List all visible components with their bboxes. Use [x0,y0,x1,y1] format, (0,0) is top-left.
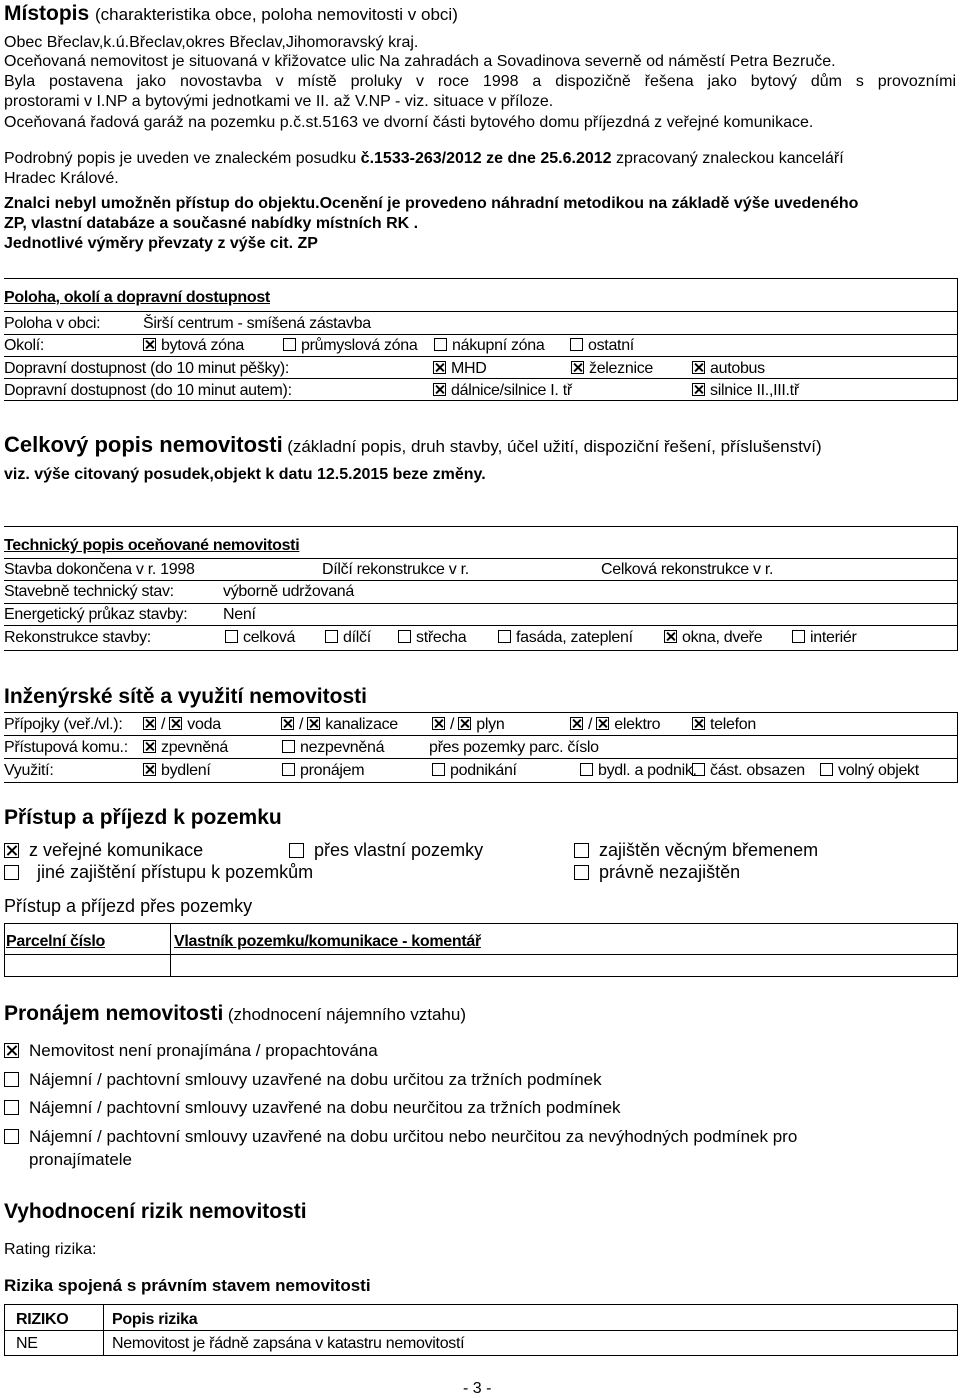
autem-opt-label: silnice II.,III.tř [710,382,799,399]
access-col-owner: Vlastník pozemku/komunikace - komentář [174,933,481,950]
pristup-label: Přístupová komu.: [4,739,128,756]
pripojka-label: voda [187,716,221,733]
risk-col-riziko: RIZIKO [16,1311,69,1328]
mistopis-subtitle: (charakteristika obce, poloha nemovitosti v obci) [95,5,458,24]
bold-line-1b: Ocenění je provedeno náhradní metodikou na základě výše uvedeného [319,195,859,212]
unchecked-box-icon[interactable] [432,763,445,776]
access-table-right [957,923,958,977]
utilities-bottom-border [4,782,958,783]
technical-heading-border [4,558,958,559]
tech-recon-label: Rekonstrukce stavby: [4,629,151,646]
rent-opt-label: Nájemní / pachtovní smlouvy uzavřené na dobu neurčitou za tržních podmínek [29,1098,621,1117]
mistopis-title: Místopis [4,2,90,25]
pesky-opt-label: železnice [589,360,654,377]
vyuziti-opt-label: pronájem [300,762,365,779]
utilities-top-border [4,712,958,713]
bold-line-1 [4,194,858,213]
technical-row-border [4,603,958,604]
access-opt-label: přes vlastní pozemky [314,840,484,860]
location-top-border [4,278,958,279]
unchecked-box-icon[interactable] [4,865,19,880]
recon-opt-label: interiér [810,629,857,646]
tech-partial: Dílčí rekonstrukce v r. [322,561,469,578]
header-line-2: Oceňovaná nemovitost je situovaná v křižovatce ulic Na zahradách a Sovadinova severně od náměstí Petra Bezruče. [4,53,836,70]
pesky-opt-label: autobus [710,360,765,377]
recon-opt-4[interactable] [664,628,762,647]
access-opt-label: z veřejné komunikace [29,840,204,860]
autem-opt-label: dálnice/silnice I. tř [451,382,572,399]
detail-bold: č.1533-263/2012 ze dne 25.6.2012 [360,150,612,167]
okoli-opt-1[interactable] [283,336,417,355]
pesky-opt-label: MHD [451,360,487,377]
location-heading: Poloha, okolí a dopravní dostupnost [4,289,270,306]
bold-line-1a: Znalci nebyl umožněn přístup do objektu. [4,195,320,212]
checked-box-icon[interactable] [692,717,705,730]
vyuziti-opt-2[interactable] [432,761,517,780]
technical-bottom-border [4,650,958,651]
header-line-1: Obec Břeclav,k.ú.Břeclav,okres Břeclav,Jihomoravský kraj. [4,34,419,51]
risk-row-value: NE [16,1335,38,1352]
unchecked-box-icon[interactable] [574,865,589,880]
unchecked-box-icon[interactable] [574,843,589,858]
checked-box-icon[interactable] [458,717,471,730]
vyuziti-opt-label: podnikání [450,762,517,779]
access-table-bottom [4,976,958,977]
autem-label: Dopravní dostupnost (do 10 minut autem): [4,382,292,399]
unchecked-box-icon[interactable] [325,630,338,643]
checked-box-icon[interactable] [281,717,294,730]
tech-energy-value: Není [223,606,256,623]
vyuziti-opt-label: část. obsazen [710,762,805,779]
risk-legal-heading: Rizika spojená s právním stavem nemovitosti [4,1276,371,1295]
overall-heading: Celkový popis nemovitosti [4,432,283,457]
rent-opt-1[interactable] [4,1070,602,1090]
pristup-opt-label: zpevněná [161,739,228,756]
recon-opt-label: celková [243,629,296,646]
okoli-opt-label: ostatní [588,337,634,354]
unchecked-box-icon[interactable] [225,630,238,643]
risk-table-top [4,1304,958,1305]
unchecked-box-icon[interactable] [4,1100,19,1115]
autem-opt-0[interactable] [433,381,572,400]
access-subheading: Přístup a příjezd přes pozemky [4,896,253,916]
recon-opt-1[interactable] [325,628,371,647]
poloha-label: Poloha v obci: [4,315,101,332]
rent-opt-label: Nájemní / pachtovní smlouvy uzavřené na dobu určitou za tržních podmínek [29,1070,602,1089]
okoli-label: Okolí: [4,337,44,354]
checked-box-icon[interactable] [570,717,583,730]
access-col-parcel: Parcelní číslo [6,933,105,950]
okoli-opt-label: nákupní zóna [452,337,545,354]
rent-opt-3[interactable] [4,1127,797,1147]
rent-heading-row [4,1002,466,1026]
vyuziti-opt-label: volný objekt [838,762,919,779]
rent-opt-2[interactable] [4,1098,621,1118]
access-table-top [4,923,958,924]
checked-box-icon[interactable] [664,630,677,643]
pripojka-plyn[interactable]: / plyn [432,715,504,734]
access-opt-1[interactable] [289,840,483,861]
checked-box-icon[interactable] [169,717,182,730]
poloha-value: Širší centrum - smíšená zástavba [143,315,371,332]
detail-post: zpracovaný znaleckou kanceláří [611,150,844,167]
unchecked-box-icon[interactable] [434,338,447,351]
header-line-3: Byla postavena jako novostavba v místě proluky v roce 1998 a dispozičně řešena jako bytový dům s provozními [4,73,956,90]
unchecked-box-icon[interactable] [398,630,411,643]
vyuziti-label: Využití: [4,762,54,779]
access-opt-label: právně nezajištěn [599,862,741,882]
risk-table-row [4,1330,958,1331]
unchecked-box-icon[interactable] [692,763,705,776]
checked-box-icon[interactable] [433,383,446,396]
recon-opt-2[interactable] [398,628,466,647]
unchecked-box-icon[interactable] [4,1129,19,1144]
checked-box-icon[interactable] [143,717,156,730]
recon-opt-5[interactable] [792,628,857,647]
autem-opt-1[interactable] [692,381,799,400]
unchecked-box-icon[interactable] [498,630,511,643]
vyuziti-opt-label: bydlení [161,762,211,779]
pesky-opt-1[interactable] [571,359,653,378]
unchecked-box-icon[interactable] [289,843,304,858]
tech-energy-label: Energetický průkaz stavby: [4,606,188,623]
risk-rating-label: Rating rizika: [4,1241,97,1258]
recon-opt-3[interactable] [498,628,633,647]
bold-line-2: ZP, vlastní databáze a současné nabídky místních RK . [4,215,419,232]
checked-box-icon[interactable] [571,361,584,374]
utilities-row-border [4,758,958,759]
utilities-row-border [4,735,958,736]
checked-box-icon[interactable] [143,338,156,351]
unchecked-box-icon[interactable] [283,338,296,351]
access-opt-2[interactable] [574,840,818,861]
okoli-opt-3[interactable] [570,336,634,355]
checked-box-icon[interactable] [596,717,609,730]
technical-row-border [4,580,958,581]
rent-opt-label: Nemovitost není pronajímána / propachtována [29,1041,378,1060]
access-opt-label: jiné zajištění přístupu k pozemkům [37,862,314,882]
vyuziti-opt-label: bydl. a podnik. [598,762,697,779]
checked-box-icon[interactable] [143,763,156,776]
vyuziti-opt-4[interactable] [692,761,805,780]
okoli-opt-label: průmyslová zóna [301,337,418,354]
access-opt-4[interactable] [574,862,740,883]
pripojka-kanalizace[interactable]: / kanalizace [281,715,398,734]
section-mistopis [4,2,458,26]
tech-full: Celková rekonstrukce v r. [601,561,774,578]
vyuziti-opt-1[interactable] [282,761,364,780]
unchecked-box-icon[interactable] [282,740,295,753]
location-bottom-border [4,400,958,401]
checked-box-icon[interactable] [692,361,705,374]
rent-opt-3-line2: pronajímatele [29,1150,133,1169]
rent-heading-note: (zhodnocení nájemního vztahu) [227,1005,466,1024]
checked-box-icon[interactable] [692,383,705,396]
location-right-border [957,278,958,400]
risk-row-desc: Nemovitost je řádně zapsána v katastru nemovitostí [112,1335,465,1352]
pripojka-label: telefon [710,716,756,733]
risk-heading: Vyhodnocení rizik nemovitosti [4,1200,307,1223]
access-heading: Přístup a příjezd k pozemku [4,806,282,829]
okoli-opt-2[interactable] [434,336,544,355]
access-table-mid [170,923,171,977]
checked-box-icon[interactable] [4,1043,19,1058]
checked-box-icon[interactable] [432,717,445,730]
pripojka-label: elektro [614,716,661,733]
overall-heading-row [4,432,822,458]
unchecked-box-icon[interactable] [4,1072,19,1087]
pesky-opt-2[interactable] [692,359,765,378]
recon-opt-0[interactable] [225,628,295,647]
vyuziti-opt-5[interactable] [820,761,919,780]
technical-top-border [4,526,958,527]
technical-heading: Technický popis oceňované nemovitosti [4,537,300,554]
tech-completed: Stavba dokončena v r. 1998 [4,561,195,578]
pripojka-label: plyn [476,716,505,733]
checked-box-icon[interactable] [433,361,446,374]
pesky-opt-0[interactable] [433,359,487,378]
pesky-label: Dopravní dostupnost (do 10 minut pěšky): [4,360,290,377]
rent-heading: Pronájem nemovitosti [4,1002,224,1025]
pristup-opt-1[interactable] [282,738,384,757]
technical-row-border [4,625,958,626]
tech-state-value: výborně udržovaná [223,583,354,600]
pripojka-elektro[interactable]: / elektro [570,715,660,734]
rent-opt-label: Nájemní / pachtovní smlouvy uzavřené na dobu určitou nebo neurčitou za nevýhodných podmínek pro [29,1127,798,1146]
pristup-opt-label: nezpevněná [300,739,385,756]
utilities-right-border [957,712,958,783]
pripojky-label: Přípojky (veř./vl.): [4,716,123,733]
header-line-4: prostorami v I.NP a bytovými jednotkami ve II. až V.NP - viz. situace v příloze. [4,93,554,110]
utilities-heading: Inženýrské sítě a využití nemovitosti [4,685,367,708]
header-line-5: Oceňovaná řadová garáž na pozemku p.č.st.5163 ve dvorní části bytového domu příjezdná z veřejné komunikace. [4,114,814,131]
okoli-opt-0[interactable] [143,336,244,355]
location-row-border [4,378,958,379]
pripojka-label: kanalizace [325,716,398,733]
detail-line-2: Hradec Králové. [4,170,119,187]
recon-opt-label: okna, dveře [682,629,763,646]
pripojka-voda[interactable]: / voda [143,715,221,734]
unchecked-box-icon[interactable] [570,338,583,351]
recon-opt-label: fasáda, zateplení [516,629,633,646]
tech-state-label: Stavebně technický stav: [4,583,174,600]
unchecked-box-icon[interactable] [792,630,805,643]
unchecked-box-icon[interactable] [820,763,833,776]
recon-opt-label: dílčí [343,629,371,646]
rent-opt-0[interactable] [4,1041,378,1061]
unchecked-box-icon[interactable] [580,763,593,776]
risk-col-popis: Popis rizika [112,1311,198,1328]
okoli-opt-label: bytová zóna [161,337,244,354]
risk-table-bottom [4,1355,958,1356]
location-heading-border [4,311,958,312]
pres-pozemky: přes pozemky parc. číslo [429,739,599,756]
access-opt-3[interactable] [4,862,313,883]
bold-line-3: Jednotlivé výměry převzaty z výše cit. ZP [4,235,318,252]
access-table-left [4,923,5,977]
access-table-row [4,954,958,955]
checked-box-icon[interactable] [143,740,156,753]
vyuziti-opt-0[interactable] [143,761,211,780]
technical-right-border [957,526,958,650]
recon-opt-label: střecha [416,629,467,646]
overall-text: viz. výše citovaný posudek,objekt k datu 12.5.2015 beze změny. [4,466,486,483]
checked-box-icon[interactable] [307,717,320,730]
location-row-border [4,334,958,335]
detail-line-1 [4,149,844,168]
overall-heading-note: (základní popis, druh stavby, účel užití, dispoziční řešení, příslušenství) [287,437,822,456]
access-opt-0[interactable] [4,840,203,861]
access-opt-label: zajištěn věcným břemenem [599,840,819,860]
detail-pre: Podrobný popis je uveden ve znaleckém posudku [4,150,361,167]
location-row-border [4,356,958,357]
pripojka-telefon[interactable] [692,715,756,734]
checked-box-icon[interactable] [4,843,19,858]
unchecked-box-icon[interactable] [282,763,295,776]
page-number: - 3 - [463,1380,492,1397]
pristup-opt-0[interactable] [143,738,228,757]
vyuziti-opt-3[interactable] [580,761,697,780]
